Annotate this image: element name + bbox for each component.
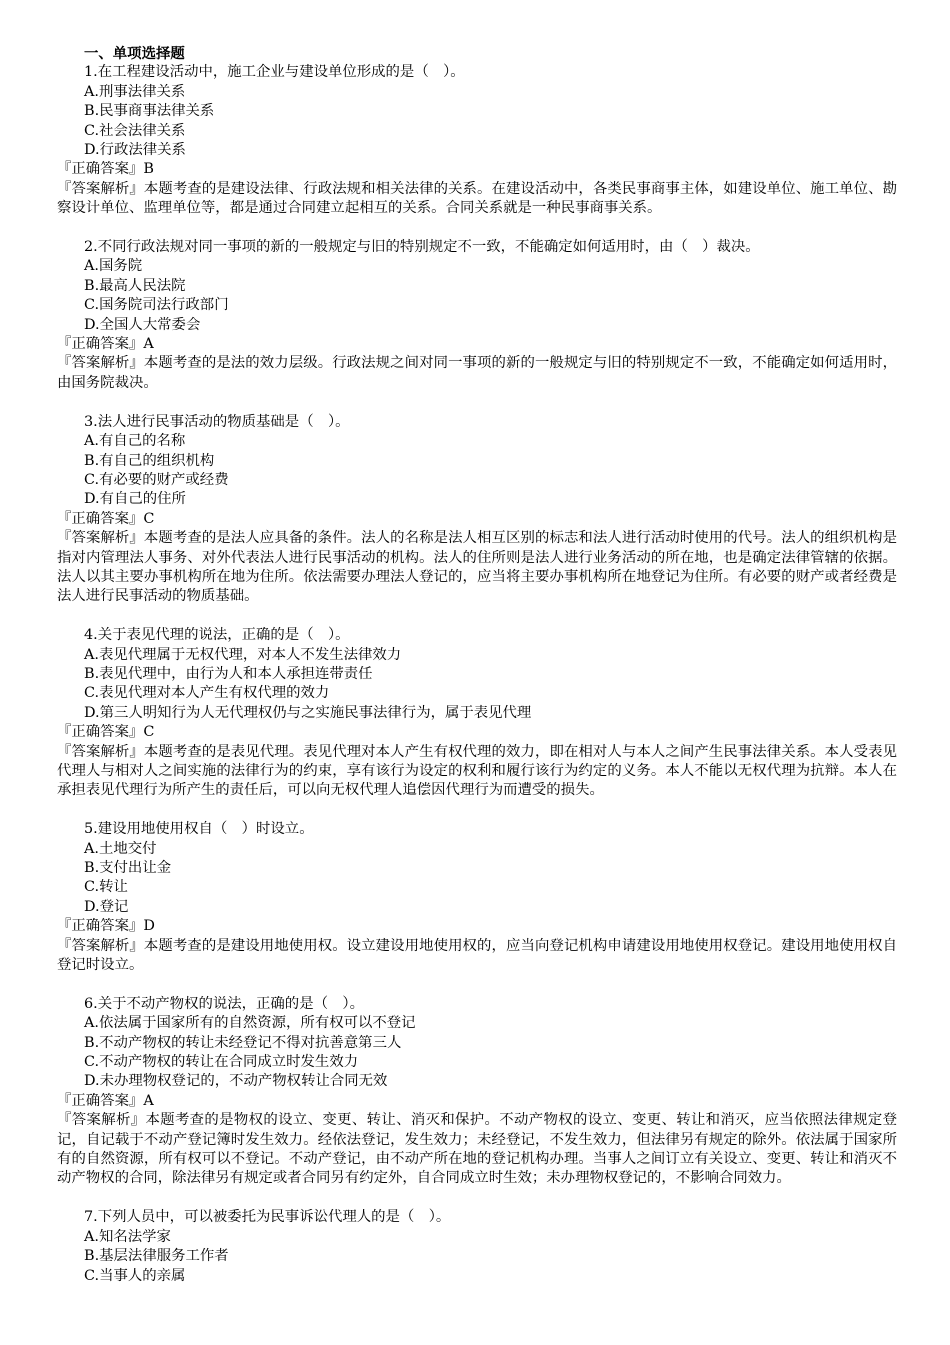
option-list [57,646,897,724]
answer-analysis: 『答案解析』本题考查的是法的效力层级。行政法规之间对同一事项的新的一般规定与旧的特别规定不一致，不能确定如何适用时，由国务院裁决。 [57,355,897,391]
question-stem: 2.不同行政法规对同一事项的新的一般规定与旧的特别规定不一致，不能确定如何适用时，由（ ）裁决。 [84,239,760,256]
question-stem: 7.下列人员中，可以被委托为民事诉讼代理人的是（ ）。 [84,1209,451,1226]
option-item: D.有自己的住所 [84,491,186,508]
option-item: D.全国人大常委会 [84,316,201,333]
question-list [57,63,897,1286]
question-stem: 5.建设用地使用权自（ ）时设立。 [84,821,314,838]
option-item: C.表见代理对本人产生有权代理的效力 [84,685,330,702]
option-item: C.转让 [84,879,128,896]
option-item: B.最高人民法院 [84,277,186,294]
section-title: 一、单项选择题 [84,45,185,62]
option-list [57,1228,897,1286]
option-item: B.不动产物权的转让未经登记不得对抗善意第三人 [84,1034,402,1051]
option-list [57,432,897,510]
answer-analysis: 『答案解析』本题考查的是法人应具备的条件。法人的名称是法人相互区别的标志和法人进行活动时使用的代号。法人的组织机构是指对内管理法人事务、对外代表法人进行民事活动的机构。法人的住所则是法人进行业务活动的所在地，也是确定法律管辖的依据。法人以其主要办事机构所在地为住所。依法需要办理法人登记的，应当将主要办事机构所在地登记为住所。有必要的财产或者经费是法人进行民事活动的物质基础。 [57,530,897,605]
option-list [57,257,897,335]
question-stem: 4.关于表见代理的说法，正确的是（ ）。 [84,627,350,644]
option-list [57,840,897,918]
option-item: C.国务院司法行政部门 [84,297,229,314]
option-item: A.国务院 [84,258,143,275]
option-item: C.社会法律关系 [84,122,186,139]
correct-answer: 『正确答案』C [57,510,155,527]
question-stem: 1.在工程建设活动中，施工企业与建设单位形成的是（ ）。 [84,64,465,81]
option-item: D.行政法律关系 [84,142,186,159]
option-list [57,83,897,161]
option-item: B.基层法律服务工作者 [84,1248,229,1265]
answer-analysis: 『答案解析』本题考查的是建设用地使用权。设立建设用地使用权的，应当向登记机构申请建设用地使用权登记。建设用地使用权自登记时设立。 [57,937,897,974]
option-item: A.依法属于国家所有的自然资源，所有权可以不登记 [84,1015,416,1032]
correct-answer: 『正确答案』D [57,918,155,935]
question-stem: 3.法人进行民事活动的物质基础是（ ）。 [84,413,350,430]
option-item: A.土地交付 [84,840,157,857]
question-stem: 6.关于不动产物权的说法，正确的是（ ）。 [84,995,364,1012]
option-item: C.当事人的亲属 [84,1267,186,1284]
correct-answer: 『正确答案』B [57,161,154,178]
option-item: A.知名法学家 [84,1228,171,1245]
question-block [57,238,897,393]
question-block [57,995,897,1189]
option-item: B.有自己的组织机构 [84,452,215,469]
question-block [57,820,897,975]
option-item: A.刑事法律关系 [84,83,186,100]
option-item: C.不动产物权的转让在合同成立时发生效力 [84,1054,359,1071]
option-item: C.有必要的财产或经费 [84,471,229,488]
document-page [57,44,897,1286]
question-block [57,63,897,218]
option-item: A.表见代理属于无权代理，对本人不发生法律效力 [84,646,402,663]
option-list [57,1014,897,1092]
option-item: B.支付出让金 [84,860,172,876]
question-block [57,626,897,801]
question-block [57,1208,897,1286]
answer-analysis: 『答案解析』本题考查的是建设法律、行政法规和相关法律的关系。在建设活动中，各类民事商事主体，如建设单位、施工单位、勘察设计单位、监理单位等，都是通过合同建立起相互的关系。合同关系就是一种民事商事关系。 [57,180,897,217]
option-item: D.登记 [84,898,129,915]
option-item: B.表见代理中，由行为人和本人承担连带责任 [84,665,373,682]
answer-analysis: 『答案解析』本题考查的是表见代理。表见代理对本人产生有权代理的效力，即在相对人与本人之间产生民事法律关系。本人受表见代理人与相对人之间实施的法律行为的约束，享有该行为设定的权利和履行该行为约定的义务。本人不能以无权代理为抗辩。本人在承担表见代理行为所产生的责任后，可以向无权代理人追偿因代理行为而遭受的损失。 [57,743,897,799]
option-item: B.民事商事法律关系 [84,103,215,120]
correct-answer: 『正确答案』A [57,336,154,353]
question-block [57,413,897,607]
option-item: A.有自己的名称 [84,433,186,450]
option-item: D.第三人明知行为人无代理权仍与之实施民事法律行为，属于表见代理 [84,704,532,721]
option-item: D.未办理物权登记的，不动产物权转让合同无效 [84,1073,388,1090]
correct-answer: 『正确答案』C [57,724,155,741]
answer-analysis: 『答案解析』本题考查的是物权的设立、变更、转让、消灭和保护。不动产物权的设立、变更、转让和消灭，应当依照法律规定登记，自记载于不动产登记簿时发生效力。经依法登记，发生效力；未经登记，不发生效力，但法律另有规定的除外。依法属于国家所有的自然资源，所有权可以不登记。不动产登记，由不动产所在地的登记机构办理。当事人之间订立有关设立、变更、转让和消灭不动产物权的合同，除法律另有规定或者合同另有约定外，自合同成立时生效；未办理物权登记的，不影响合同效力。 [57,1112,897,1187]
correct-answer: 『正确答案』A [57,1092,154,1109]
